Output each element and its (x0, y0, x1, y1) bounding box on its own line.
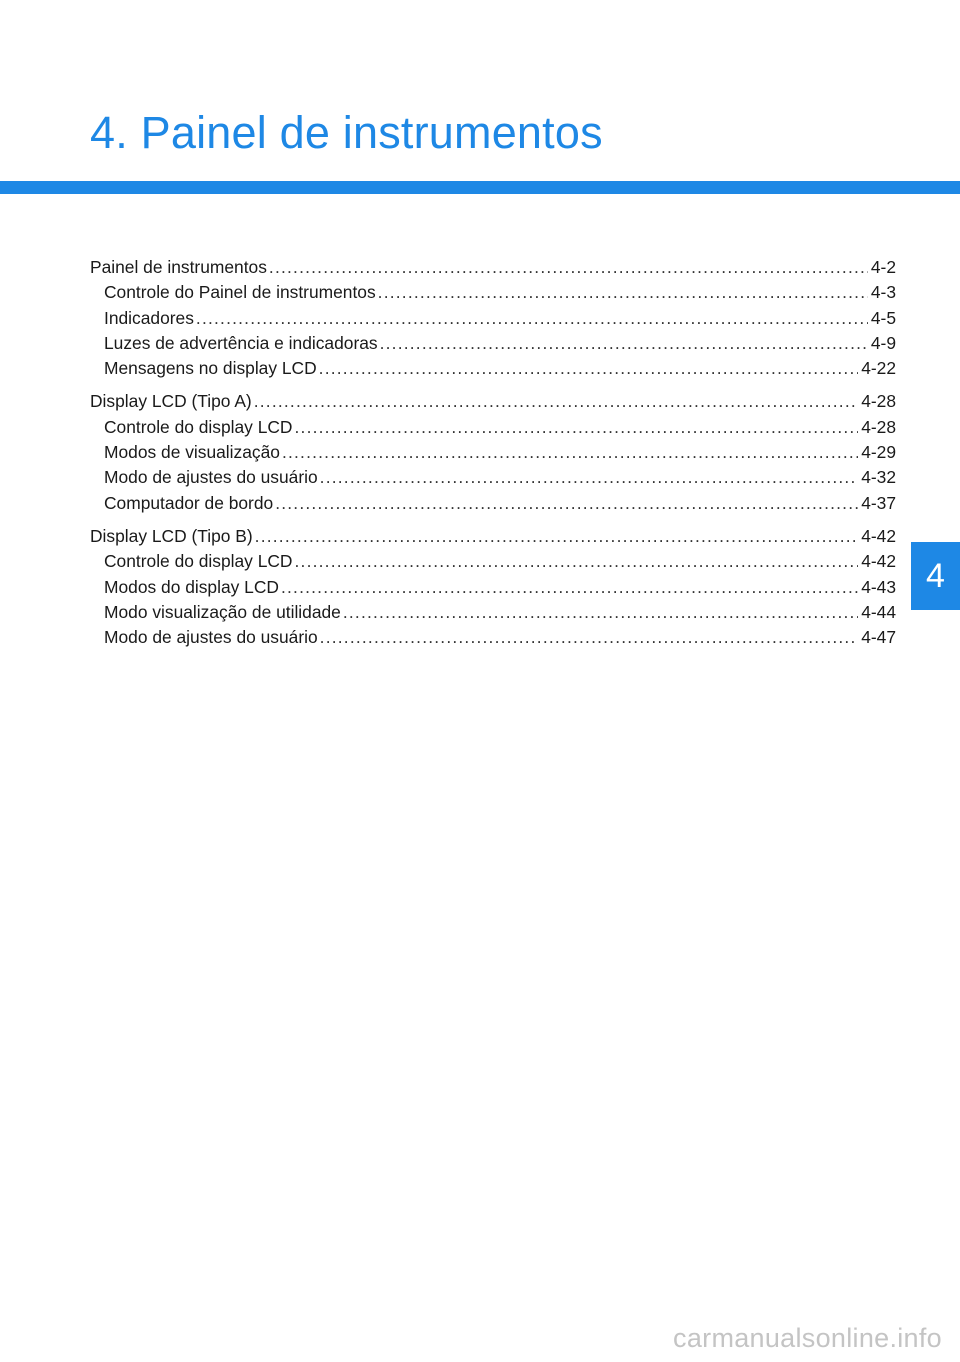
toc-entry-page: 4-2 (870, 257, 896, 277)
toc-subentry[interactable] (90, 491, 896, 516)
toc-subentry-label: Modo de ajustes do usuário (104, 627, 318, 648)
toc-entry-label: Display LCD (Tipo B) (90, 525, 253, 546)
dot-leader (320, 625, 859, 650)
toc-subentry-page: 4-9 (870, 332, 896, 353)
toc-subentry-label: Luzes de advertência e indicadoras (104, 332, 378, 353)
toc-entry[interactable] (90, 255, 896, 280)
toc-subentry-page: 4-44 (861, 601, 896, 622)
toc-subentry-page: 4-3 (870, 282, 896, 303)
toc-entry-page: 4-28 (861, 391, 896, 412)
toc-subentry-label: Modo de ajustes do usuário (104, 467, 318, 488)
toc-subentry-page: 4-37 (861, 492, 896, 513)
dot-leader (255, 524, 859, 549)
toc-subentry[interactable] (90, 356, 896, 381)
dot-leader (343, 600, 858, 625)
toc-subentry-label: Mensagens no display LCD (104, 358, 317, 379)
toc-subentry[interactable] (90, 575, 896, 600)
dot-leader (319, 356, 859, 381)
toc-subentry-label: Modos do display LCD (104, 576, 279, 597)
toc-subentry-label: Controle do Painel de instrumentos (104, 282, 376, 303)
toc-entry[interactable] (90, 524, 896, 549)
toc-subentry[interactable] (90, 465, 896, 490)
dot-leader (282, 440, 858, 465)
toc-subentry-label: Controle do display LCD (104, 551, 293, 572)
toc-entry[interactable] (90, 389, 896, 414)
toc-entry-page: 4-42 (861, 525, 896, 546)
toc-subentry[interactable] (90, 625, 896, 650)
toc-subentry[interactable] (90, 415, 896, 440)
dot-leader (295, 549, 859, 574)
dot-leader (275, 491, 858, 516)
toc-section (90, 255, 896, 381)
toc-subentry-page: 4-28 (861, 416, 896, 437)
toc-subentry-label: Indicadores (104, 307, 194, 328)
toc-entry-label: Display LCD (Tipo A) (90, 391, 252, 412)
toc-subentry[interactable] (90, 280, 896, 305)
toc-subentry-page: 4-47 (861, 627, 896, 648)
dot-leader (380, 331, 868, 356)
chapter-tab[interactable]: 4 (911, 542, 960, 610)
toc-subentry[interactable] (90, 306, 896, 331)
dot-leader (196, 306, 868, 331)
toc-subentry[interactable] (90, 549, 896, 574)
toc-subentry-page: 4-5 (870, 307, 896, 328)
toc-entry-label: Painel de instrumentos (90, 257, 267, 277)
table-of-contents (90, 255, 896, 658)
toc-subentry-page: 4-22 (861, 358, 896, 379)
dot-leader (269, 255, 868, 280)
toc-subentry-page: 4-29 (861, 442, 896, 463)
toc-subentry[interactable] (90, 331, 896, 356)
dot-leader (281, 575, 858, 600)
toc-section (90, 524, 896, 650)
watermark: carmanualsonline.info (673, 1323, 942, 1353)
dot-leader (295, 415, 859, 440)
toc-subentry-page: 4-43 (861, 576, 896, 597)
toc-subentry-label: Modos de visualização (104, 442, 280, 463)
dot-leader (378, 280, 868, 305)
toc-subentry[interactable] (90, 600, 896, 625)
chapter-title: 4. Painel de instrumentos (90, 107, 603, 158)
toc-subentry-label: Controle do display LCD (104, 416, 293, 437)
title-divider (0, 181, 960, 194)
dot-leader (254, 389, 858, 414)
toc-subentry-label: Modo visualização de utilidade (104, 601, 341, 622)
toc-section (90, 389, 896, 515)
dot-leader (320, 465, 859, 490)
toc-subentry-label: Computador de bordo (104, 492, 274, 513)
toc-subentry-page: 4-42 (861, 551, 896, 572)
toc-subentry[interactable] (90, 440, 896, 465)
toc-subentry-page: 4-32 (861, 467, 896, 488)
